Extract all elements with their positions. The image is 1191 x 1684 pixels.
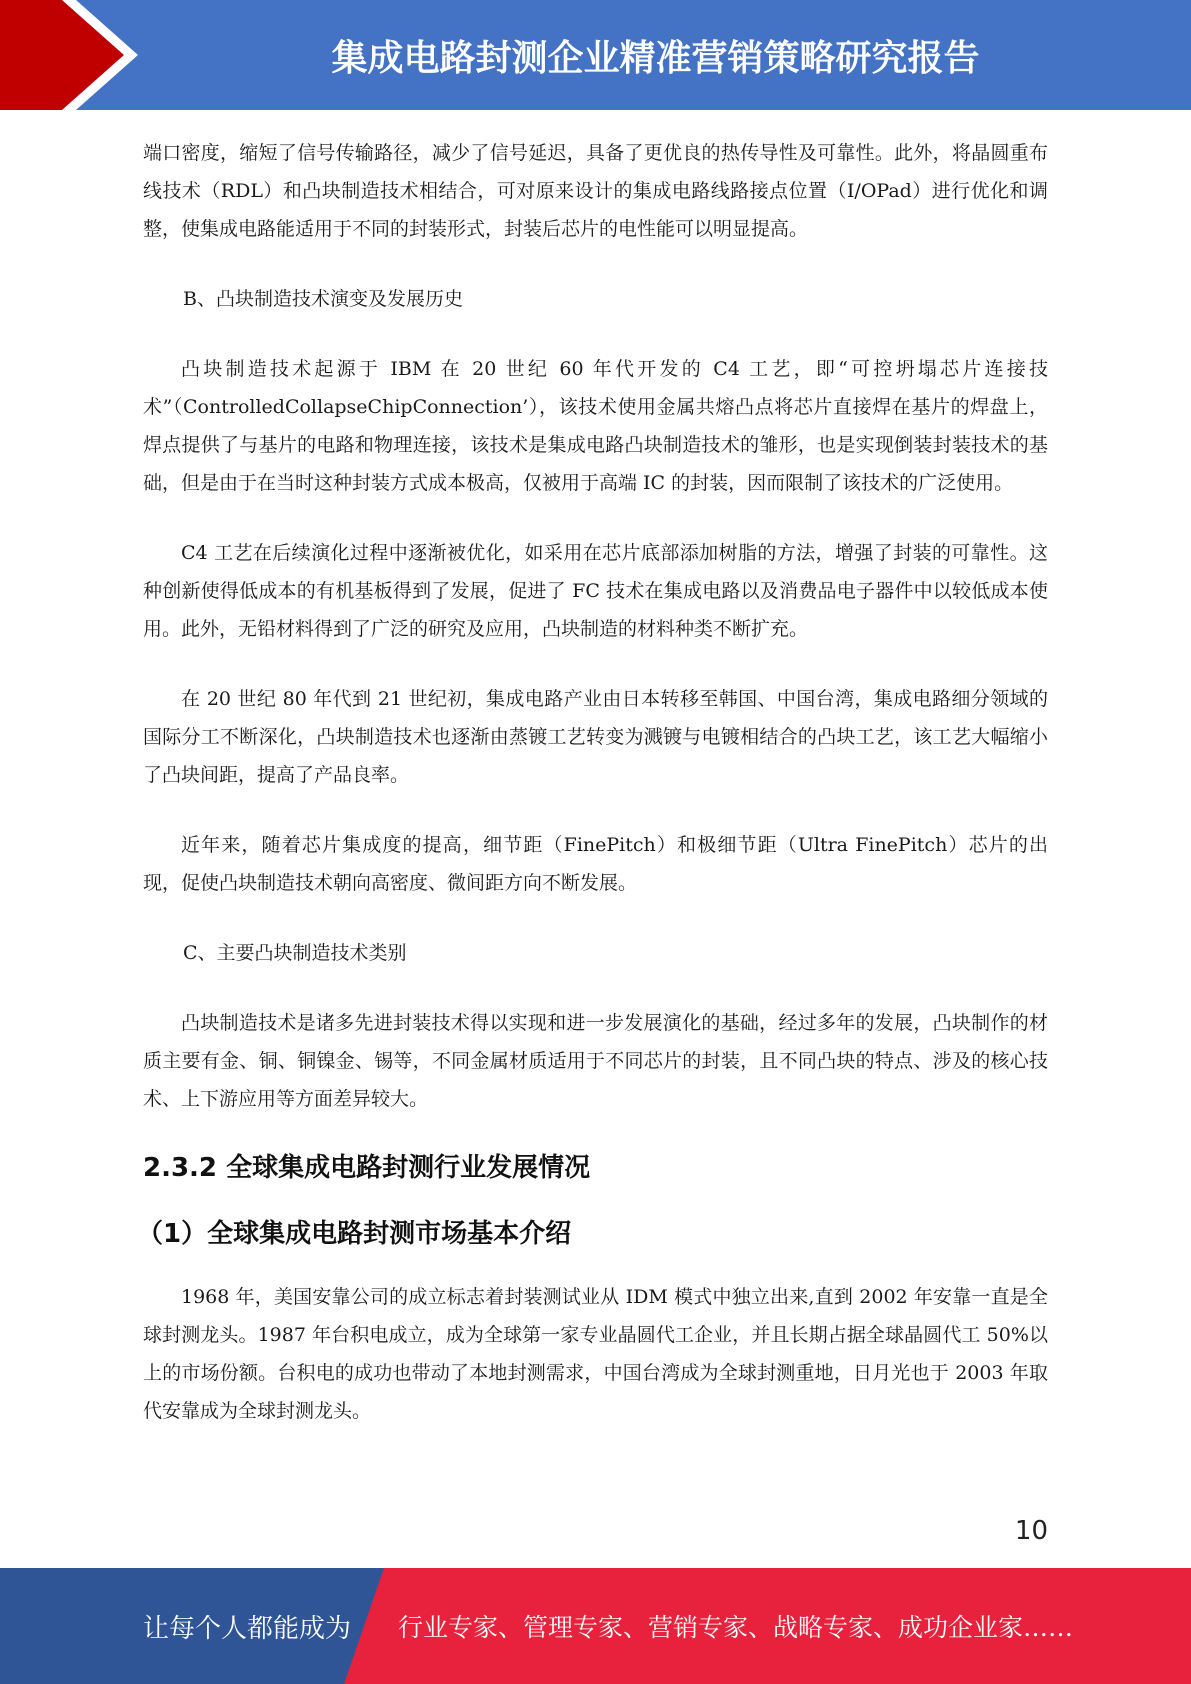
paragraph: 凸块制造技术起源于 IBM 在 20 世纪 60 年代开发的 C4 工艺，即“可控坍塌芯片连接技术”（ControlledCollapseChipConnection’），该技术使用金属共熔凸点将芯片直接焊在基片的焊盘上，焊点提供了与基片的电路和物理连接，该技术是集成电路凸块制造技术的雏形，也是实现倒装封装技术的基础，但是由于在当时这种封装方式成本极高，仅被用于高端 IC 的封装，因而限制了该技术的广泛使用。 [143,358,1048,494]
page-header [0,0,1191,110]
subsection-heading-b: B、凸块制造技术演变及发展历史 [183,288,463,310]
page-number: 10 [1014,1516,1048,1546]
section-heading: 2.3.2 全球集成电路封测行业发展情况 [143,1153,591,1183]
footer-slogan-right: 行业专家、管理专家、营销专家、战略专家、成功企业家…… [398,1613,1074,1642]
subsection-heading-c: C、主要凸块制造技术类别 [183,942,407,964]
paragraph: 1968 年，美国安靠公司的成立标志着封装测试业从 IDM 模式中独立出来,直到 2002 年安靠一直是全球封测龙头。1987 年台积电成立，成为全球第一家专业晶圆代工企业，并且长期占据全球晶圆代工 50%以上的市场份额。台积电的成功也带动了本地封测需求，中国台湾成为全球封测重地，日月光也于 2003 年取代安靠成为全球封测龙头。 [143,1286,1048,1422]
red-chevron-graphic [0,0,150,110]
paragraph: 近年来，随着芯片集成度的提高，细节距（FinePitch）和极细节距（Ultra FinePitch）芯片的出现，促使凸块制造技术朝向高密度、微间距方向不断发展。 [143,834,1048,894]
page-footer [0,1568,1191,1684]
paragraph: 凸块制造技术是诸多先进封装技术得以实现和进一步发展演化的基础，经过多年的发展，凸块制作的材质主要有金、铜、铜镍金、锡等，不同金属材质适用于不同芯片的封装，且不同凸块的特点、涉及的核心技术、上下游应用等方面差异较大。 [143,1012,1048,1110]
report-title: 集成电路封测企业精准营销策略研究报告 [331,37,980,79]
paragraph: 在 20 世纪 80 年代到 21 世纪初，集成电路产业由日本转移至韩国、中国台湾，集成电路细分领域的国际分工不断深化，凸块制造技术也逐渐由蒸镀工艺转变为溅镀与电镀相结合的凸块工艺，该工艺大幅缩小了凸块间距，提高了产品良率。 [143,688,1048,786]
document-body [137,134,1048,1462]
subsection-heading: （1）全球集成电路封测市场基本介绍 [137,1219,572,1249]
paragraph: C4 工艺在后续演化过程中逐渐被优化，如采用在芯片底部添加树脂的方法，增强了封装的可靠性。这种创新使得低成本的有机基板得到了发展，促进了 FC 技术在集成电路以及消费品电子器件中以较低成本使用。此外，无铅材料得到了广泛的研究及应用，凸块制造的材料种类不断扩充。 [143,542,1048,640]
footer-slogan-left: 让每个人都能成为 [143,1613,352,1644]
paragraph: 端口密度，缩短了信号传输路径，减少了信号延迟，具备了更优良的热传导性及可靠性。此外，将晶圆重布线技术（RDL）和凸块制造技术相结合，可对原来设计的集成电路线路接点位置（I/OPad）进行优化和调整，使集成电路能适用于不同的封装形式，封装后芯片的电性能可以明显提高。 [143,142,1048,240]
